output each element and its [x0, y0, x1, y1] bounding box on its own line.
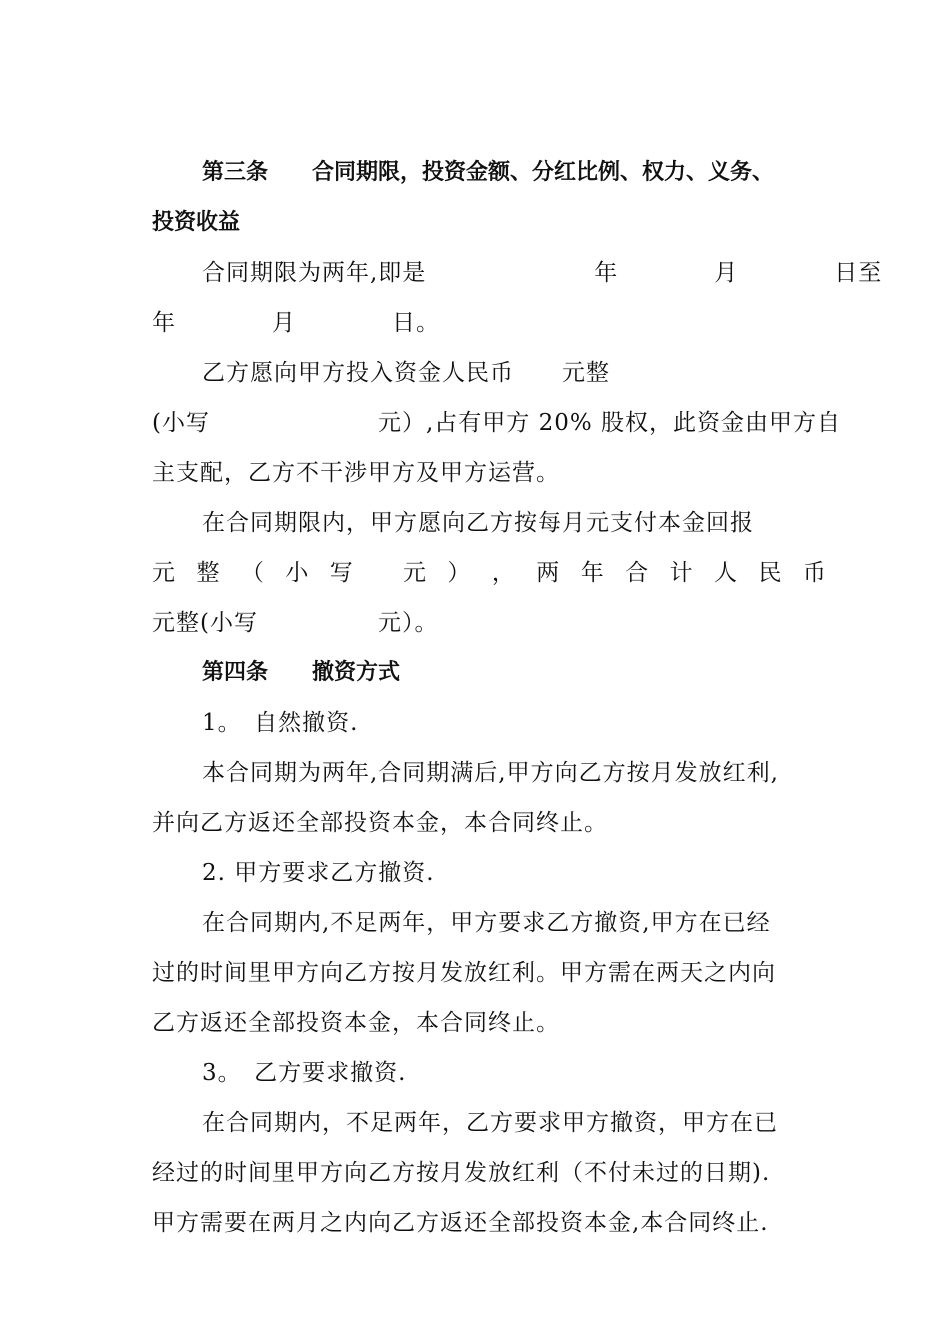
item-2-title: 2. 甲方要求乙方撤资.: [202, 860, 435, 886]
return-cell: 年: [580, 560, 605, 586]
term-line-1: 合同期限为两年,即是 年 月 日至: [202, 260, 883, 286]
return-cell: 小: [285, 560, 310, 586]
item-3-body-2: 经过的时间里甲方向乙方按月发放红利（不付未过的日期).: [152, 1160, 771, 1186]
item-3-body-3: 甲方需要在两月之内向乙方返还全部投资本金,本合同终止.: [152, 1210, 769, 1236]
return-line-1: 在合同期限内，甲方愿向乙方按每月元支付本金回报: [202, 510, 754, 536]
article-4-heading: 第四条 撤资方式: [202, 660, 401, 685]
return-cell: 元: [152, 560, 176, 586]
invest-line-3: 主支配，乙方不干涉甲方及甲方运营。: [152, 460, 560, 486]
return-cell: ）: [447, 560, 472, 586]
return-cell: ，: [491, 560, 516, 586]
return-cell: 币: [802, 560, 827, 586]
return-cell: （: [240, 560, 265, 586]
item-2-body-3: 乙方返还全部投资本金，本合同终止。: [152, 1010, 560, 1036]
return-cell: [374, 558, 382, 588]
return-cell: 计: [669, 560, 694, 586]
return-cell: 整: [196, 560, 221, 586]
return-cell: 民: [758, 560, 783, 586]
item-1-body-1: 本合同期为两年,合同期满后,甲方向乙方按月发放红利,: [202, 760, 779, 786]
item-2-body-1: 在合同期内,不足两年，甲方要求乙方撤资,甲方在已经: [202, 910, 771, 936]
item-3-body-1: 在合同期内，不足两年，乙方要求甲方撤资，甲方在已: [202, 1110, 778, 1136]
return-cell: 人: [714, 560, 738, 586]
term-line-2: 年 月 日。: [152, 310, 440, 336]
item-3-title: 3。 乙方要求撤资.: [202, 1060, 407, 1086]
return-cell: 写: [329, 560, 354, 586]
return-cell: 合: [625, 560, 650, 586]
return-cell: 两: [536, 560, 561, 586]
article-3-heading: 第三条 合同期限，投资金额、分红比例、权力、义务、: [202, 160, 775, 185]
return-line-2: [152, 558, 827, 588]
return-cell: 元: [402, 560, 427, 586]
item-1-body-2: 并向乙方返还全部投资本金，本合同终止。: [152, 810, 608, 836]
invest-line-2: (小写 元）,占有甲方 20% 股权，此资金由甲方自: [152, 410, 842, 436]
invest-line-1: 乙方愿向甲方投入资金人民币 元整: [202, 360, 610, 386]
article-3-heading-cont: 投资收益: [152, 210, 241, 235]
return-line-3: 元整(小写 元）。: [152, 610, 439, 636]
item-2-body-2: 过的时间里甲方向乙方按月发放红利。甲方需在两天之内向: [152, 960, 776, 986]
item-1-title: 1。 自然撤资.: [202, 710, 359, 736]
